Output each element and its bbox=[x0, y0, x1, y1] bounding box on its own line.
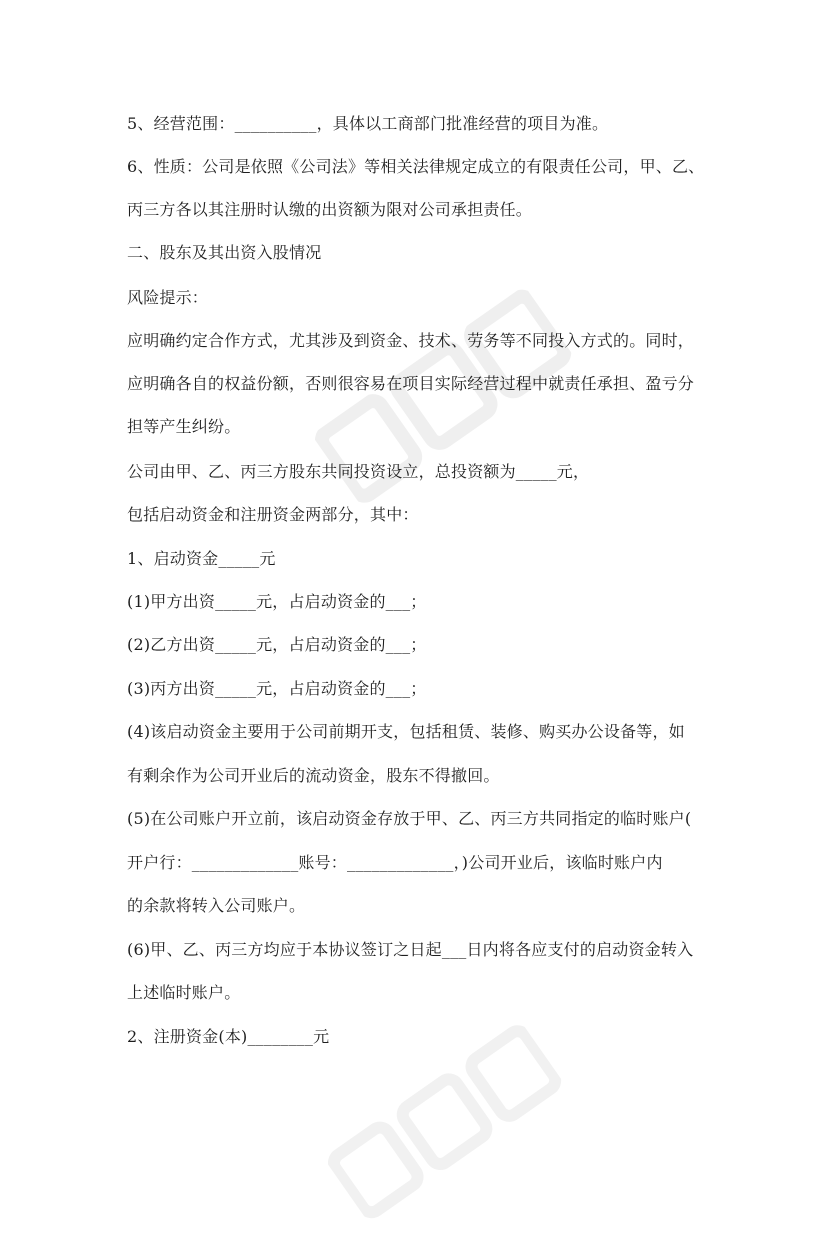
text-line: 应明确各自的权益份额，否则很容易在项目实际经营过程中就责任承担、盈亏分 bbox=[127, 374, 695, 393]
text-line: 丙三方各以其注册时认缴的出资额为限对公司承担责任。 bbox=[127, 200, 533, 219]
text-line: (4)该启动资金主要用于公司前期开支，包括租赁、装修、购买办公设备等，如 bbox=[127, 722, 685, 741]
text-line: 5、经营范围：__________，具体以工商部门批准经营的项目为准。 bbox=[127, 114, 609, 133]
watermark bbox=[311, 286, 588, 527]
text-line: 包括启动资金和注册资金两部分，其中： bbox=[127, 505, 419, 524]
text-line: 的余款将转入公司账户。 bbox=[127, 896, 306, 915]
text-line: (6)甲、乙、丙三方均应于本协议签订之日起___日内将各应支付的启动资金转入 bbox=[127, 940, 694, 959]
text-line: 2、注册资金(本)________元 bbox=[127, 1027, 330, 1046]
watermark bbox=[323, 1020, 576, 1239]
text-line: 上述临时账户。 bbox=[127, 983, 241, 1002]
text-line: (5)在公司账户开立前，该启动资金存放于甲、乙、丙三方共同指定的临时账户( bbox=[127, 809, 692, 828]
text-line: 担等产生纠纷。 bbox=[127, 417, 241, 436]
text-line: 6、性质：公司是依照《公司法》等相关法律规定成立的有限责任公司，甲、乙、 bbox=[127, 157, 705, 176]
text-line: 公司由甲、乙、丙三方股东共同投资设立，总投资额为_____元， bbox=[127, 462, 590, 481]
text-line: 1、启动资金_____元 bbox=[127, 549, 276, 568]
watermark-shape-icon bbox=[323, 1020, 565, 1223]
text-line: 开户行：_____________账号：_____________，)公司开业后，该临时账户内 bbox=[127, 853, 663, 872]
text-line: (3)丙方出资_____元，占启动资金的___； bbox=[127, 679, 427, 698]
text-line: 应明确约定合作方式，尤其涉及到资金、技术、劳务等不同投入方式的。同时， bbox=[127, 331, 695, 350]
text-line: (1)甲方出资_____元，占启动资金的___； bbox=[127, 592, 427, 611]
text-line: (2)乙方出资_____元，占启动资金的___； bbox=[127, 635, 427, 654]
text-line: 风险提示： bbox=[127, 288, 209, 307]
text-line: 有剩余作为公司开业后的流动资金，股东不得撤回。 bbox=[127, 766, 500, 785]
section-heading: 二、股东及其出资入股情况 bbox=[127, 243, 322, 262]
